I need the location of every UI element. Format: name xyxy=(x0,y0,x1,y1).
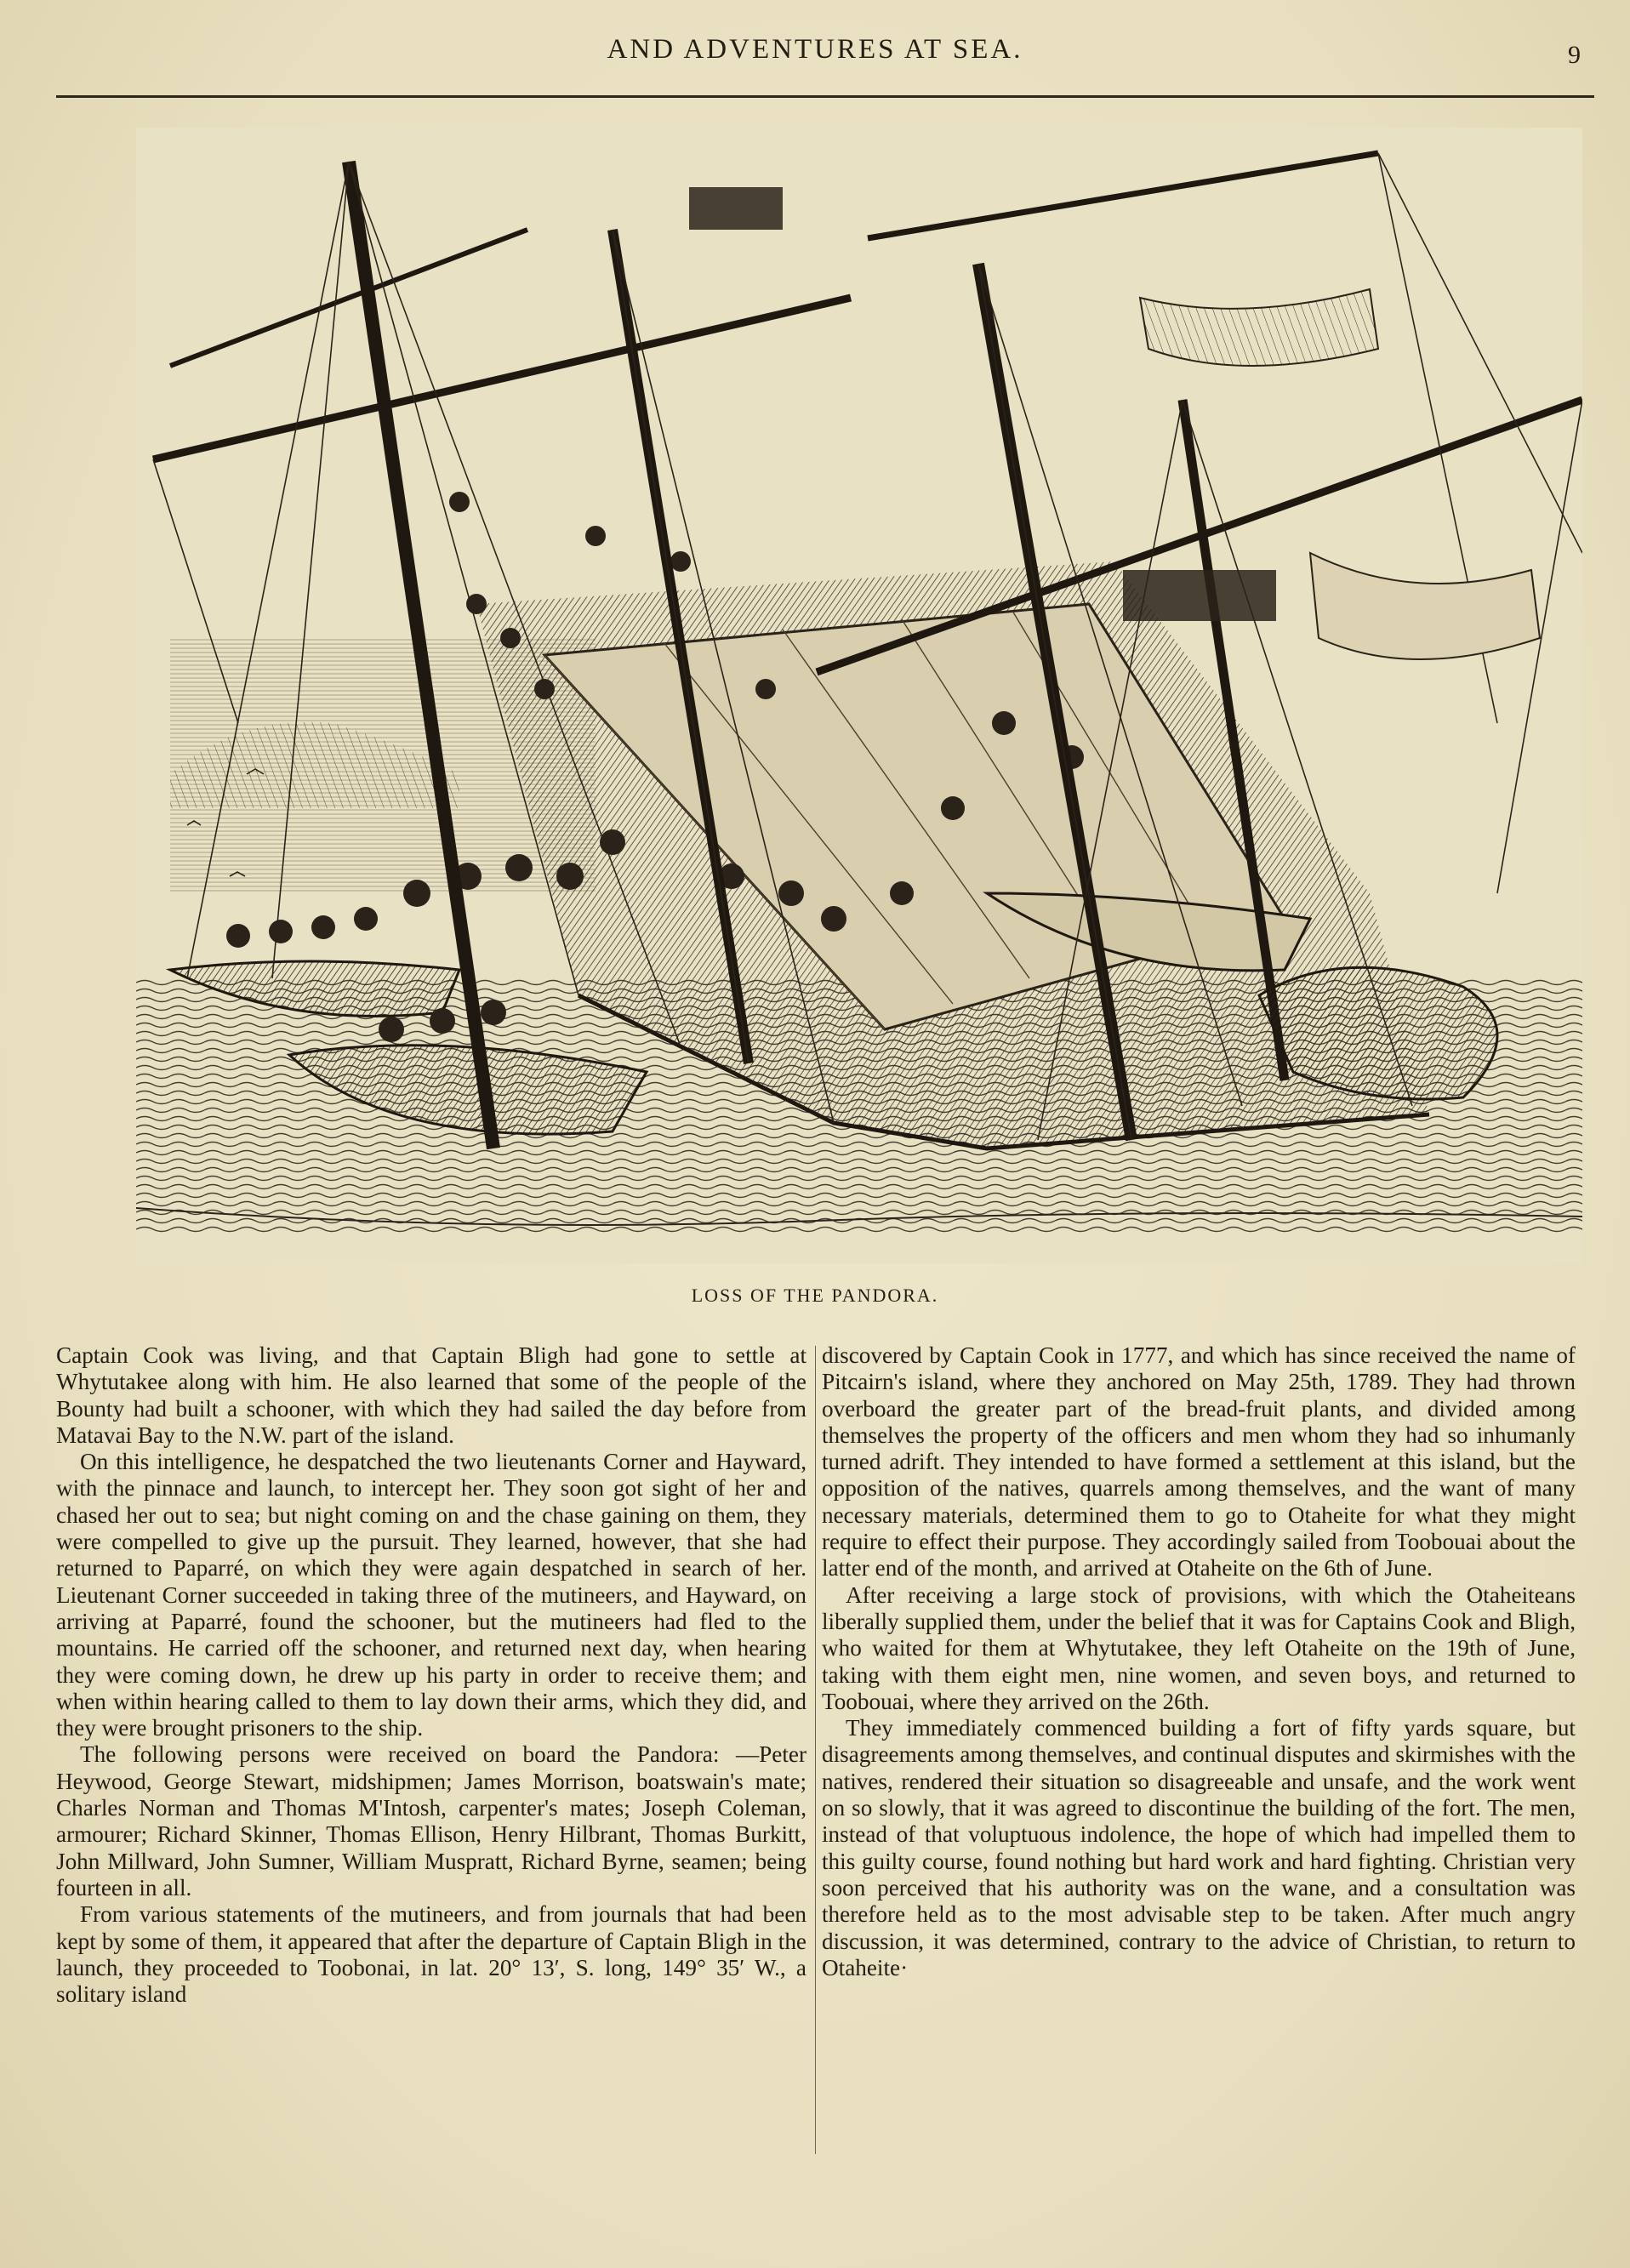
left-column xyxy=(56,1342,806,2008)
header-rule xyxy=(56,95,1594,98)
paragraph: discovered by Captain Cook in 1777, and which has since received the name of Pitcairn's island, where they anchored on May 25th, 1789. They had thrown overboard the greater part of the bread-fruit plants, and divided among themselves the property of the officers and men whom they had so inhumanly turned adrift. They intended to have formed a settlement at this island, but the opposition of the natives, quarrels among themselves, and the want of many necessary materials, determined them to go to Otaheite for what they might require to effect their purpose. They accordingly sailed from Toobouai about the latter end of the month, and arrived at Otaheite on the 6th of June. xyxy=(822,1342,1576,1581)
running-head: AND ADVENTURES AT SEA. xyxy=(607,34,1023,65)
paragraph: The following persons were received on board the Pandora: —Peter Heywood, George Stewart, midshipmen; James Morrison, boatswain's mate; Charles Norman and Thomas M'Intosh, carpenter's mates; Joseph Coleman, armourer; Richard Skinner, Thomas Ellison, Henry Hilbrant, Thomas Burkitt, John Millward, John Sumner, William Muspratt, Richard Byrne, seamen; being fourteen in all. xyxy=(56,1741,806,1900)
paragraph: From various statements of the mutineers, and from journals that had been kept by some of them, it appeared that after the departure of Captain Bligh in the launch, they proceeded to Toobonai, in lat. 20° 13′, S. long, 149° 35′ W., a solitary island xyxy=(56,1901,806,2008)
paragraph: On this intelligence, he despatched the two lieutenants Corner and Hayward, with the pinnace and launch, to intercept her. They soon got sight of her and chased her out to sea; but night coming on and the chase gaining on them, they were compelled to give up the pursuit. They learned, however, that she had returned to Paparré, on which they were again despatched in search of her. Lieutenant Corner succeeded in taking three of the mutineers, and Hayward, on arriving at Paparré, found the schooner, but the mutineers had fled to the mountains. He carried off the schooner, and returned next day, when hearing they were coming down, he drew up his party in order to receive them; and when within hearing called to them to lay down their arms, which they did, and they were brought prisoners to the ship. xyxy=(56,1449,806,1741)
page-number: 9 xyxy=(1568,41,1581,69)
paragraph: They immediately commenced building a fort of fifty yards square, but disagreements among themselves, and continual disputes and skirmishes with the natives, rendered their situation so disagreeable and unsafe, and the work went on so slowly, that it was agreed to discontinue the building of the fort. The men, instead of that voluptuous indolence, the hope of which had impelled them to this guilty course, found nothing but hard work and hard fighting. Christian very soon perceived that his authority was on the wane, and a consultation was therefore held as to the most advisable step to be taken. After much angry discussion, it was determined, contrary to the advice of Christian, to return to Otaheite· xyxy=(822,1715,1576,1980)
figure-caption: LOSS OF THE PANDORA. xyxy=(691,1285,939,1306)
right-column xyxy=(822,1342,1576,1981)
paragraph: Captain Cook was living, and that Captain Bligh had gone to settle at Whytutakee along with him. He also learned that some of the people of the Bounty had built a schooner, with which they had sailed the day before from Matavai Bay to the N.W. part of the island. xyxy=(56,1342,806,1448)
engraving-illustration xyxy=(136,128,1582,1263)
column-divider xyxy=(815,1346,816,2154)
paragraph: After receiving a large stock of provisions, with which the Otaheiteans liberally supplied them, under the belief that it was for Captains Cook and Bligh, who waited for them at Whytutakee, they left Otaheite on the 19th of June, taking with them eight men, nine women, and seven boys, and returned to Toobouai, where they arrived on the 26th. xyxy=(822,1581,1576,1714)
